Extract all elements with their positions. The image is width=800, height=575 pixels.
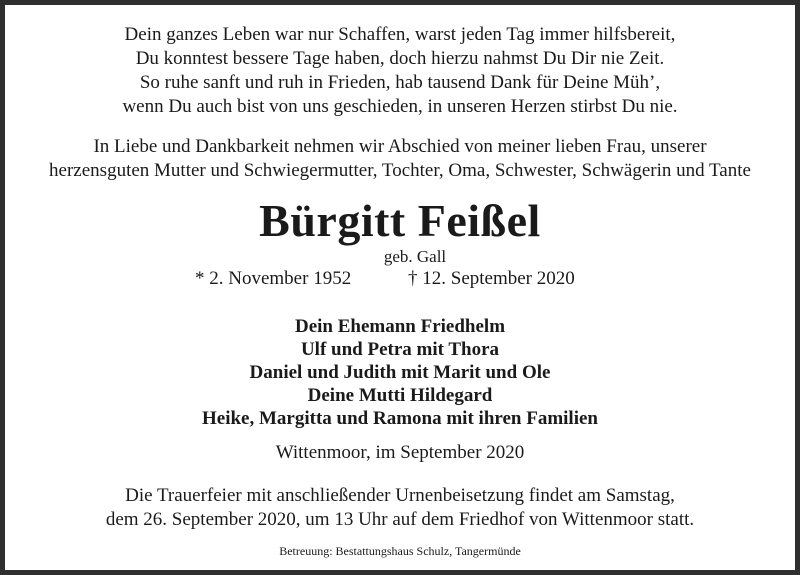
funeral-home-credit: Betreuung: Bestattungshaus Schulz, Tangermünde xyxy=(279,544,521,558)
service-line: Die Trauerfeier mit anschließender Urnenbeisetzung findet am Samstag, xyxy=(125,485,675,506)
memorial-poem xyxy=(5,23,795,119)
mourner-entry: Dein Ehemann Friedhelm xyxy=(294,316,506,337)
poem-line: Dein ganzes Leben war nur Schaffen, warst jeden Tag immer hilfsbereit, xyxy=(124,24,676,45)
mourners-list xyxy=(5,315,795,430)
service-line: dem 26. September 2020, um 13 Uhr auf dem Friedhof von Wittenmoor statt. xyxy=(105,509,695,530)
intro-line: In Liebe und Dankbarkeit nehmen wir Abschied von meiner lieben Frau, unserer xyxy=(93,136,707,157)
funeral-service-info xyxy=(5,484,795,532)
poem-line: So ruhe sanft und ruh in Frieden, hab tausend Dank für Deine Müh’, xyxy=(139,72,661,93)
mourner-entry: Ulf und Petra mit Thora xyxy=(300,339,500,360)
mourner-entry: Daniel und Judith mit Marit und Ole xyxy=(249,362,551,383)
mourner-entry: Deine Mutti Hildegard xyxy=(307,385,493,406)
mourner-entry: Heike, Margitta und Ramona mit ihren Familien xyxy=(202,408,598,429)
death-date: † 12. September 2020 xyxy=(408,268,575,289)
deceased-name: Bürgitt Feißel xyxy=(259,195,541,246)
poem-line: Du konntest bessere Tage haben, doch hierzu nahmst Du Dir nie Zeit. xyxy=(135,48,665,69)
poem-line: wenn Du auch bist von uns geschieden, in unseren Herzen stirbst Du nie. xyxy=(122,96,678,117)
maiden-name: geb. Gall xyxy=(383,247,447,266)
intro-line: herzensguten Mutter und Schwiegermutter, Tochter, Oma, Schwester, Schwägerin und Tante xyxy=(49,160,751,181)
farewell-intro xyxy=(5,135,795,183)
place-and-date: Wittenmoor, im September 2020 xyxy=(275,442,525,463)
birth-date: * 2. November 1952 xyxy=(195,268,352,289)
